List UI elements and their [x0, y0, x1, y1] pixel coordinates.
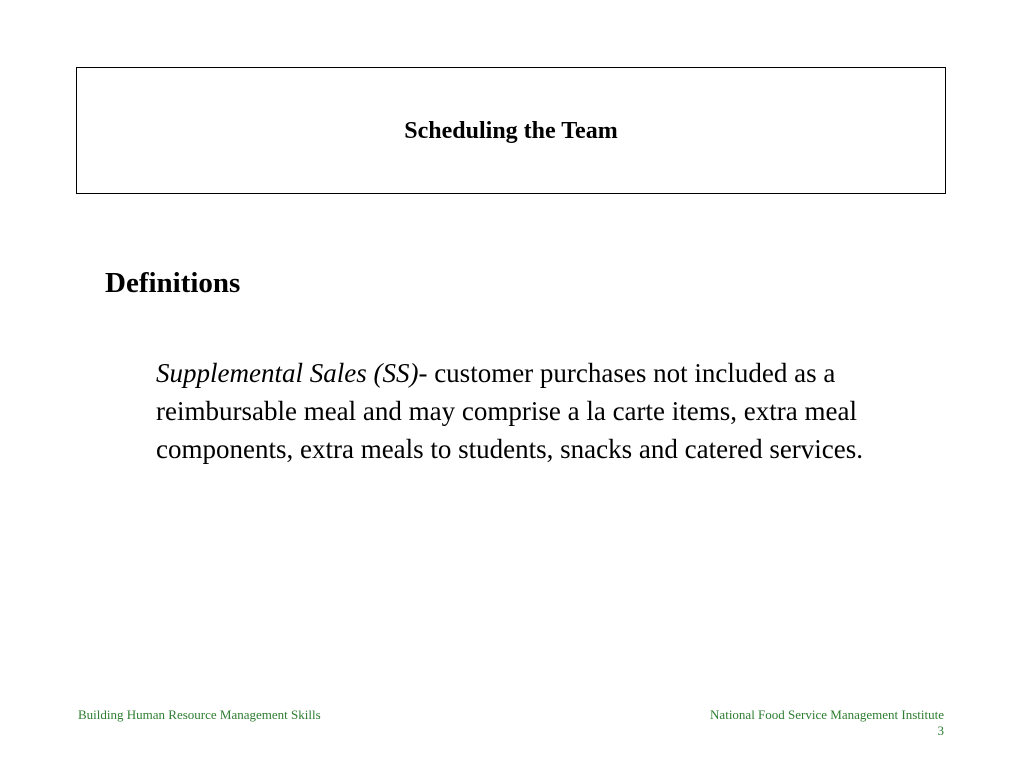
definition-paragraph [156, 354, 956, 468]
definition-separator: - [418, 358, 428, 388]
definition-term: Supplemental Sales (SS) [156, 358, 419, 388]
title-box [76, 67, 946, 194]
section-heading: Definitions [105, 267, 241, 299]
footer-left-text: Building Human Resource Management Skills [78, 707, 321, 722]
footer-organization: National Food Service Management Institute [710, 707, 944, 722]
slide-title: Scheduling the Team [404, 117, 618, 144]
definition-text: customer purchases not included as a reimbursable meal and may comprise a la carte items, extra meal components, extra meals to students, snacks and catered services. [156, 358, 864, 464]
footer-right [710, 707, 944, 739]
page-number: 3 [937, 723, 944, 738]
